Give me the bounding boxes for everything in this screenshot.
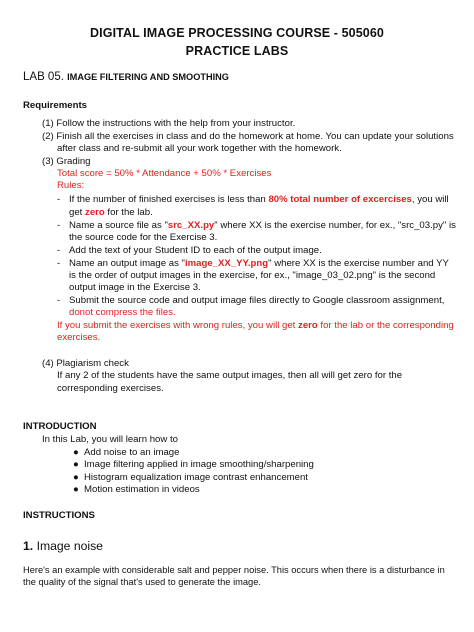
rule-3-line: Add the text of your Student ID to each of the output image. bbox=[69, 245, 322, 256]
rule-4-dash: - bbox=[57, 258, 61, 269]
rule-4-line3: output image in the Exercise 3. bbox=[69, 282, 201, 293]
rules-label: Rules: bbox=[57, 180, 85, 191]
bullet-icon: ● bbox=[73, 472, 79, 483]
rule-4-line1 bbox=[69, 258, 449, 269]
rule-1-dash: - bbox=[57, 194, 61, 205]
bullet-icon: ● bbox=[73, 484, 79, 495]
rule-5-dash: - bbox=[57, 295, 61, 306]
introduction-lead: In this Lab, you will learn how to bbox=[42, 434, 178, 445]
rule-4-text-end: " where XX is the exercise number and YY bbox=[268, 258, 449, 269]
introduction-heading: INTRODUCTION bbox=[23, 421, 97, 432]
course-title: DIGITAL IMAGE PROCESSING COURSE - 505060 bbox=[90, 26, 384, 40]
requirements-heading: Requirements bbox=[23, 100, 87, 111]
requirement-3: (3) Grading bbox=[42, 156, 91, 167]
lab-title: IMAGE FILTERING AND SMOOTHING bbox=[67, 72, 229, 82]
section-1-paragraph-line2: the quality of the signal that's used to generate the image. bbox=[23, 577, 261, 587]
rule-4-highlight: image_XX_YY.png bbox=[184, 258, 269, 269]
rule-4-text: Name an output image as " bbox=[69, 258, 185, 269]
rule-1-line2 bbox=[69, 207, 153, 218]
lab-number: LAB 05. bbox=[23, 71, 64, 83]
warning-line1 bbox=[57, 320, 454, 331]
course-subtitle: PRACTICE LABS bbox=[185, 44, 289, 58]
list-item: Histogram equalization image contrast enhancement bbox=[84, 472, 308, 483]
warning-text: If you submit the exercises with wrong rules, you will get bbox=[57, 320, 299, 331]
requirement-4: (4) Plagiarism check bbox=[42, 358, 129, 369]
list-item: Motion estimation in videos bbox=[84, 484, 200, 495]
warning-line2: exercises. bbox=[57, 332, 101, 343]
section-1-number: 1. bbox=[23, 539, 34, 553]
rule-2-text: Name a source file as " bbox=[69, 220, 168, 231]
rule-1-text-end: , you will bbox=[411, 194, 449, 205]
rule-5-line2: donot compress the files. bbox=[69, 307, 176, 318]
requirement-4-line2: corresponding exercises. bbox=[57, 383, 164, 394]
lab-heading bbox=[23, 72, 229, 83]
rule-1-text: If the number of finished exercises is less than bbox=[69, 194, 269, 205]
rule-4-line2: is the order of output images in the exercise, for ex., "image_03_02.png" is the second bbox=[69, 270, 436, 281]
rule-1b-text: get bbox=[69, 207, 86, 218]
rule-3-dash: - bbox=[57, 245, 61, 256]
requirement-2-line2: after class and re-submit all your work together with the homework. bbox=[57, 143, 342, 154]
rule-2-line2: the source code for the Exercise 3. bbox=[69, 232, 218, 243]
rule-2-highlight: src_XX.py bbox=[167, 220, 215, 231]
rule-2-line1 bbox=[69, 220, 456, 231]
section-1-heading bbox=[23, 541, 103, 552]
rule-1-line1 bbox=[69, 194, 449, 205]
section-1-paragraph-line1: Here's an example with considerable salt and pepper noise. This occurs when there is a disturbance in bbox=[23, 565, 445, 575]
instructions-heading: INSTRUCTIONS bbox=[23, 510, 95, 521]
warning-highlight: zero bbox=[298, 320, 318, 331]
bullet-icon: ● bbox=[73, 447, 79, 458]
rule-2-dash: - bbox=[57, 220, 61, 231]
section-1-title: Image noise bbox=[36, 539, 103, 553]
requirement-2-line1: (2) Finish all the exercises in class and do the homework at home. You can update your solutions bbox=[42, 131, 454, 142]
rule-5-line1: Submit the source code and output image files directly to Google classroom assignment, bbox=[69, 295, 445, 306]
warning-text-end: for the lab or the corresponding bbox=[317, 320, 454, 331]
rule-1b-text-end: for the lab. bbox=[104, 207, 153, 218]
rule-1b-highlight: zero bbox=[85, 207, 105, 218]
list-item: Image filtering applied in image smoothing/sharpening bbox=[84, 459, 314, 470]
rule-2-text-end: " where XX is the exercise number, for ex., "src_03.py" is bbox=[214, 220, 456, 231]
requirement-4-line1: If any 2 of the students have the same output images, then all will get zero for the bbox=[57, 370, 403, 381]
grading-formula: Total score = 50% * Attendance + 50% * Exercises bbox=[57, 168, 272, 179]
bullet-icon: ● bbox=[73, 459, 79, 470]
list-item: Add noise to an image bbox=[84, 447, 180, 458]
requirement-1: (1) Follow the instructions with the help from your instructor. bbox=[42, 118, 296, 129]
rule-1-highlight: 80% total number of excercises bbox=[268, 194, 412, 205]
